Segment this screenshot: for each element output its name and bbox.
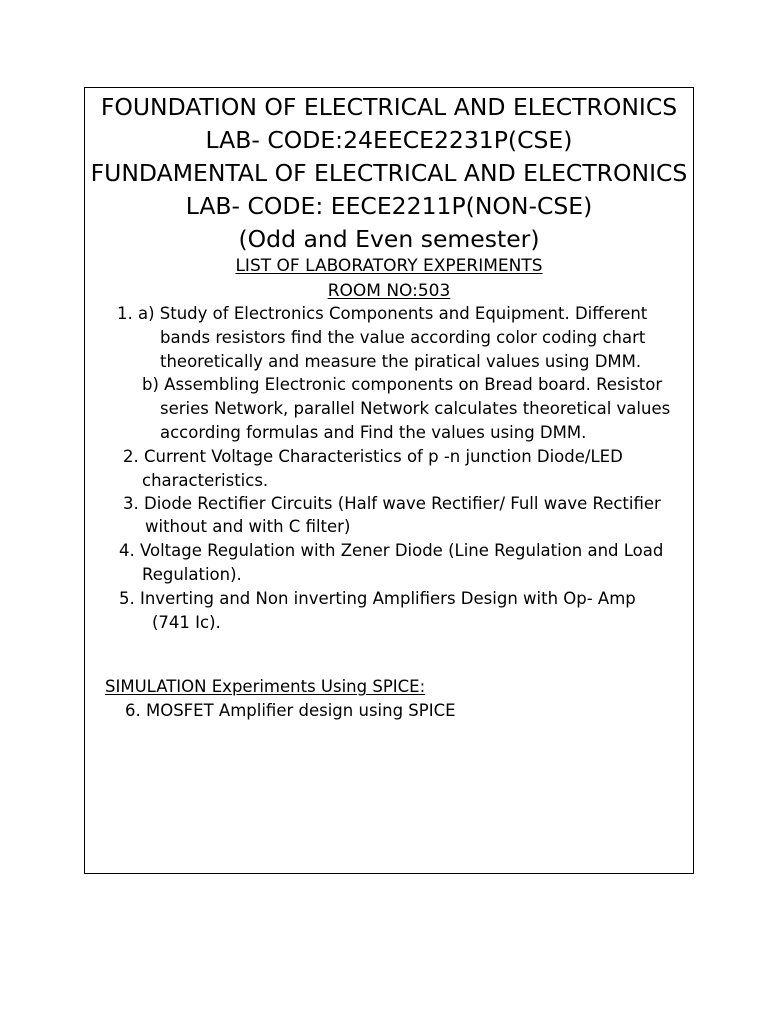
- experiment-1b-line-1: b) Assembling Electronic components on Bread board. Resistor: [142, 375, 663, 394]
- experiment-1b-line-2: series Network, parallel Network calculates theoretical values: [160, 399, 671, 418]
- experiment-3-line-2: without and with C filter): [145, 517, 351, 536]
- experiment-1a-line-1: 1. a) Study of Electronics Components and Equipment. Different: [117, 304, 648, 323]
- experiment-1a-line-3: theoretically and measure the piratical values using DMM.: [160, 352, 642, 371]
- experiment-1b-line-3: according formulas and Find the values using DMM.: [160, 423, 587, 442]
- experiment-4-line-2: Regulation).: [142, 565, 242, 584]
- experiment-1a-line-2: bands resistors find the value according color coding chart: [160, 328, 646, 347]
- semester-note: (Odd and Even semester): [238, 225, 540, 253]
- course-title-1: FOUNDATION OF ELECTRICAL AND ELECTRONICS: [100, 93, 678, 121]
- course-title-2: FUNDAMENTAL OF ELECTRICAL AND ELECTRONICS: [90, 159, 688, 187]
- experiment-3-line-1: 3. Diode Rectifier Circuits (Half wave Rectifier/ Full wave Rectifier: [123, 494, 661, 513]
- experiment-6: 6. MOSFET Amplifier design using SPICE: [125, 701, 456, 720]
- experiment-5-line-2: (741 Ic).: [152, 613, 221, 632]
- experiment-5-line-1: 5. Inverting and Non inverting Amplifiers Design with Op- Amp: [119, 589, 636, 608]
- lab-code-2: LAB- CODE: EECE2211P(NON-CSE): [185, 192, 593, 220]
- experiment-2-line-2: characteristics.: [142, 471, 269, 490]
- experiment-2-line-1: 2. Current Voltage Characteristics of p -n junction Diode/LED: [123, 447, 623, 466]
- document-frame: [84, 87, 694, 874]
- room-number: ROOM NO:503: [327, 281, 451, 301]
- experiment-4-line-1: 4. Voltage Regulation with Zener Diode (Line Regulation and Load: [119, 541, 664, 560]
- lab-code-1: LAB- CODE:24EECE2231P(CSE): [205, 126, 573, 154]
- simulation-heading: SIMULATION Experiments Using SPICE:: [105, 677, 426, 696]
- list-title: LIST OF LABORATORY EXPERIMENTS: [235, 256, 543, 276]
